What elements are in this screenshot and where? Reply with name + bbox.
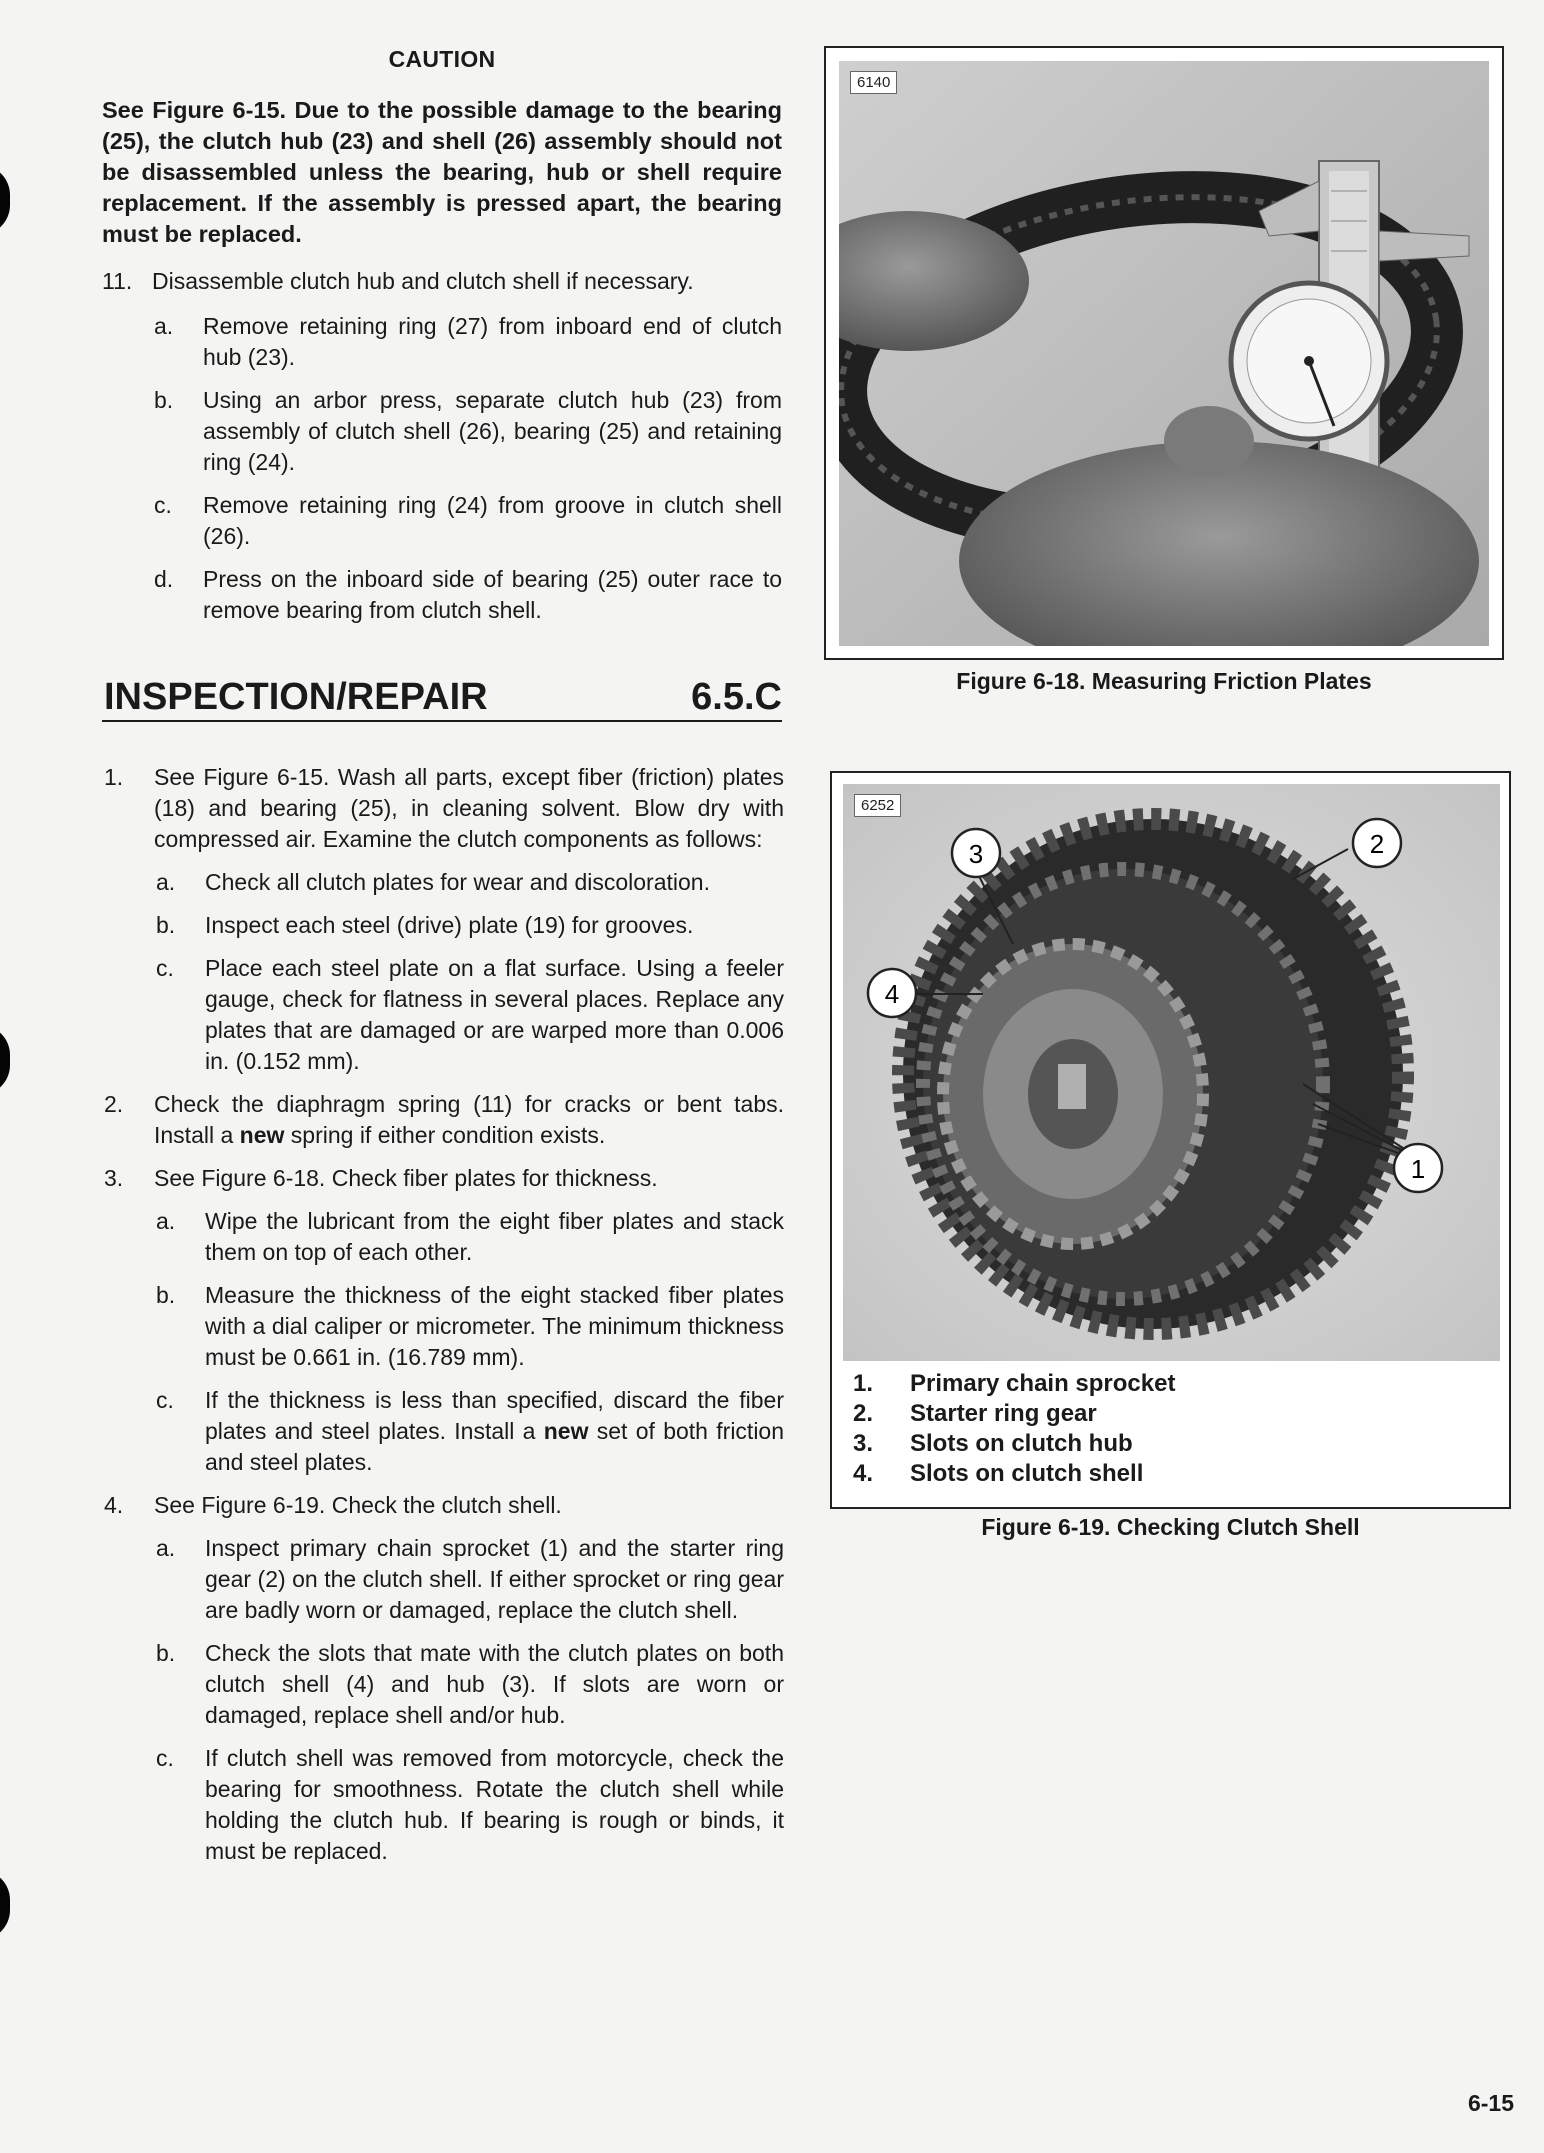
figure-6-18-caption: Figure 6-18. Measuring Friction Plates: [956, 668, 1372, 694]
substep-letter: a.: [156, 1208, 176, 1234]
caliper-photo: [839, 61, 1489, 646]
legend-number: 2.: [853, 1400, 874, 1427]
callout-3: [952, 829, 1000, 877]
figure-legend: [853, 1369, 1493, 1489]
substep-text: Using an arbor press, separate clutch hub (23) from assembly of clutch shell (26), bearing (25) and retaining ring (24).: [203, 387, 782, 475]
legend-label: Starter ring gear: [910, 1400, 1097, 1427]
binder-hole: [0, 1025, 10, 1095]
substep: [104, 1638, 784, 1731]
substep-text: Place each steel plate on a flat surface. Using a feeler gauge, check for flatness in several places. Replace any plates that are damaged or are warped more than 0.006 in. (0.152 mm).: [205, 955, 784, 1074]
step-text-pre: Check the diaphragm spring (11) for cracks or bent tabs. Install a: [154, 1091, 784, 1148]
legend-item: [853, 1459, 1493, 1489]
step-text: See Figure 6-15. Wash all parts, except fiber (friction) plates (18) and bearing (25), in cleaning solvent. Blow dry with compressed air. Examine the clutch components as follows:: [154, 764, 784, 852]
callout-2-label: 2: [1369, 829, 1385, 859]
step-number: 1.: [104, 764, 124, 790]
figure-6-19: [830, 771, 1511, 1509]
emphasis-new: new: [239, 1122, 285, 1148]
legend-label: Primary chain sprocket: [910, 1370, 1176, 1397]
substep-letter: b.: [156, 912, 176, 938]
step-3: [104, 1163, 784, 1194]
substep-text: Remove retaining ring (27) from inboard end of clutch hub (23).: [203, 313, 782, 370]
substep-letter: c.: [154, 492, 172, 518]
substep-letter: c.: [156, 1745, 174, 1771]
substep: [102, 311, 782, 373]
legend-number: 1.: [853, 1370, 874, 1397]
callout-4: [868, 969, 916, 1017]
step-number: 2.: [104, 1091, 124, 1117]
binder-hole: [0, 165, 10, 235]
legend-label: Slots on clutch shell: [910, 1460, 1144, 1487]
caution-title: CAUTION: [388, 46, 496, 72]
substep-letter: b.: [154, 387, 174, 413]
legend-number: 4.: [853, 1460, 874, 1487]
substep-letter: c.: [156, 1387, 174, 1413]
caution-body: See Figure 6-15. Due to the possible damage to the bearing (25), the clutch hub (23) and shell (26) assembly should not be disassembled unless the bearing, hub or shell require replacement. If the assembly is pressed apart, the bearing must be replaced.: [102, 97, 782, 247]
substep: [104, 1206, 784, 1268]
emphasis-new: new: [543, 1418, 589, 1444]
callout-3-label: 3: [968, 839, 984, 869]
substep-letter: a.: [156, 869, 176, 895]
left-column-bottom: [104, 762, 784, 1867]
substep: [104, 867, 784, 898]
figure-6-19-caption: Figure 6-19. Checking Clutch Shell: [981, 1514, 1360, 1540]
binder-hole: [0, 1870, 10, 1940]
step-number: 4.: [104, 1492, 124, 1518]
step-text: See Figure 6-18. Check fiber plates for thickness.: [154, 1165, 658, 1191]
substep-text: Press on the inboard side of bearing (25) outer race to remove bearing from clutch shell.: [203, 566, 782, 623]
substep: [104, 1385, 784, 1478]
section-code: 6.5.C: [691, 676, 782, 718]
callout-1: [1394, 1144, 1442, 1192]
substep-text: Remove retaining ring (24) from groove in clutch shell (26).: [203, 492, 782, 549]
step-text-post: spring if either condition exists.: [284, 1122, 606, 1148]
step-2: [104, 1089, 784, 1151]
left-column-top: [102, 46, 782, 626]
step-text: Disassemble clutch hub and clutch shell if necessary.: [152, 268, 694, 294]
page-number: 6-15: [1467, 2090, 1514, 2116]
section-title: INSPECTION/REPAIR: [104, 676, 488, 718]
step-number: 3.: [104, 1165, 124, 1191]
substep-letter: d.: [154, 566, 174, 592]
substep-text: Inspect each steel (drive) plate (19) for grooves.: [205, 912, 694, 938]
step-1: [104, 762, 784, 855]
substep-text: Inspect primary chain sprocket (1) and the starter ring gear (2) on the clutch shell. If either sprocket or ring gear are badly worn or damaged, replace the clutch shell.: [205, 1535, 784, 1623]
section-header: [102, 676, 782, 722]
substep: [104, 1533, 784, 1626]
substep: [104, 1280, 784, 1373]
step-text: See Figure 6-19. Check the clutch shell.: [154, 1492, 562, 1518]
step-number: 11.: [102, 268, 133, 294]
substep-letter: c.: [156, 955, 174, 981]
substep-text: [205, 1385, 784, 1478]
substep-text-post: set of both friction and steel plates.: [205, 1418, 785, 1475]
legend-item: [853, 1369, 1493, 1399]
substep: [102, 385, 782, 478]
substep: [104, 953, 784, 1077]
figure-6-18: [824, 46, 1504, 660]
legend-label: Slots on clutch hub: [910, 1430, 1133, 1457]
substep-text-pre: If the thickness is less than specified, discard the fiber plates and steel plates. Install a: [205, 1387, 784, 1444]
legend-item: [853, 1429, 1493, 1459]
step-text: [154, 1089, 784, 1151]
substep-text: If clutch shell was removed from motorcycle, check the bearing for smoothness. Rotate the clutch shell while holding the clutch hub. If bearing is rough or binds, it must be replaced.: [205, 1745, 784, 1864]
figure-id-label: 6252: [854, 794, 901, 817]
figure-id-label: 6140: [850, 71, 897, 94]
caliper-photo-illustration: [839, 61, 1489, 646]
substep-letter: a.: [154, 313, 174, 339]
substep: [104, 910, 784, 941]
substep: [104, 1743, 784, 1867]
substep-text: Wipe the lubricant from the eight fiber plates and stack them on top of each other.: [205, 1208, 784, 1265]
substep-letter: b.: [156, 1282, 176, 1308]
legend-number: 3.: [853, 1430, 874, 1457]
step-11: [102, 266, 782, 297]
substep: [102, 564, 782, 626]
substep-text: Measure the thickness of the eight stacked fiber plates with a dial caliper or micrometer. The minimum thickness must be 0.661 in. (16.789 mm).: [205, 1282, 784, 1370]
substep: [102, 490, 782, 552]
substep-text: Check the slots that mate with the clutch plates on both clutch shell (4) and hub (3). If slots are worn or damaged, replace shell and/or hub.: [205, 1640, 784, 1728]
substep-letter: a.: [156, 1535, 176, 1561]
callout-1-label: 1: [1410, 1154, 1426, 1184]
callout-2: [1353, 819, 1401, 867]
substep-letter: b.: [156, 1640, 176, 1666]
substep-text: Check all clutch plates for wear and discoloration.: [205, 869, 710, 895]
step-4: [104, 1490, 784, 1521]
callout-4-label: 4: [884, 979, 900, 1009]
legend-item: [853, 1399, 1493, 1429]
